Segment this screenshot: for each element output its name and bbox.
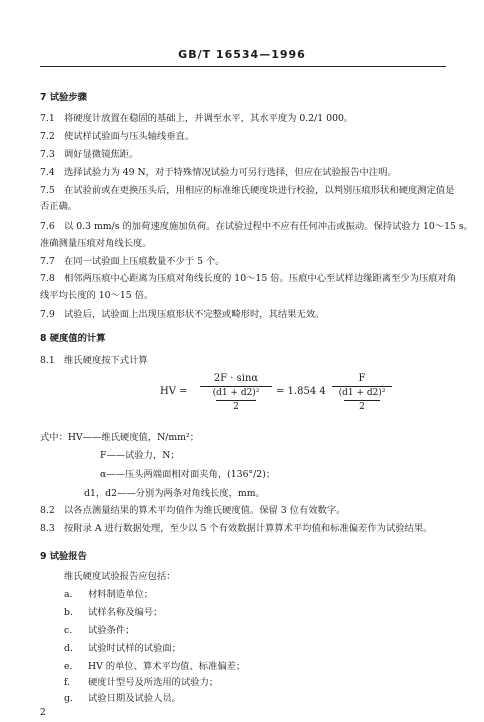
item-text: 试验时试样的试验面； — [88, 643, 181, 654]
formula-numerator-2: F — [358, 373, 366, 384]
where-d — [84, 488, 265, 500]
report-item-c — [64, 625, 135, 637]
formula-numerator-1: 2F · sinα — [213, 373, 259, 384]
item-text: 相邻两压痕中心距离为压痕对角线长度的 10～15 倍。压痕中心至试样边缘距离至少为压痕对角 — [64, 273, 457, 284]
item-number: 7.9 — [40, 309, 55, 320]
report-item-d — [64, 643, 181, 655]
item-number: 8.1 — [40, 355, 55, 366]
item-letter: c. — [64, 625, 73, 636]
item-text: 试验后，试验面上出现压痕形状不完整或畸形时，其结果无效。 — [64, 309, 325, 320]
item-7-9 — [40, 309, 324, 321]
where-text: 维氏硬度值，N/mm²； — [101, 432, 200, 443]
report-item-g — [64, 693, 181, 705]
report-item-e — [64, 661, 245, 673]
item-7-5 — [40, 185, 454, 197]
item-7-4 — [40, 167, 397, 179]
item-number: 7.5 — [40, 185, 55, 196]
section-7-title: 7 试验步骤 — [40, 92, 87, 103]
item-letter: e. — [64, 661, 73, 672]
item-text: 按附录 A 进行数据处理，至少以 5 个有效数据计算算术平均值和标准偏差作为试验结果。 — [64, 523, 433, 534]
report-item-f — [64, 677, 218, 689]
fraction-bar-1b — [216, 400, 256, 401]
where-symbol: d1，d2—— — [84, 488, 136, 499]
item-text: 以各点测量结果的算术平均值作为维氏硬度值。保留 3 位有效数字。 — [64, 505, 346, 516]
item-letter: a. — [64, 589, 73, 600]
item-7-5-cont — [40, 201, 77, 213]
where-text: 试验力，N； — [125, 450, 180, 461]
item-8-1 — [40, 355, 148, 367]
item-text: 试验日期及试验人员。 — [88, 693, 181, 704]
where-symbol: α—— — [100, 469, 125, 480]
item-number: 8.3 — [40, 523, 55, 534]
standard-code: GB/T 16534—1996 — [178, 48, 306, 61]
item-text: 将硬度计放置在稳固的基础上，并调至水平，其水平度为 0.2/1 000。 — [64, 113, 354, 124]
item-text: 维氏硬度按下式计算 — [64, 355, 148, 366]
item-number: 7.6 — [40, 221, 55, 232]
item-7-8-cont — [40, 290, 153, 302]
where-text: 压头两端面相对面夹角，(136°/2)； — [124, 469, 276, 480]
where-symbol: F—— — [100, 450, 126, 461]
item-7-2 — [40, 131, 194, 143]
item-number: 7.7 — [40, 256, 55, 267]
item-text: 选择试验力为 49 N，对于特殊情况试验力可另行选择，但应在试验报告中注明。 — [64, 167, 397, 178]
item-number: 7.1 — [40, 113, 55, 124]
item-text: 使试样试验面与压头轴线垂直。 — [64, 131, 195, 142]
formula-constant: = 1.854 4 — [276, 386, 326, 397]
item-text: 试样名称及编号； — [88, 607, 163, 618]
item-number: 7.8 — [40, 273, 55, 284]
where-f — [100, 450, 180, 462]
formula-denominator-2: (d1 + d2)² — [338, 388, 386, 398]
item-text: 硬度计型号及所选用的试验力； — [88, 677, 219, 688]
item-text: 否正确。 — [40, 201, 78, 212]
item-7-7 — [40, 256, 225, 268]
item-letter: f. — [64, 677, 71, 688]
section-8-title: 8 硬度值的计算 — [40, 333, 106, 344]
item-letter: d. — [64, 643, 73, 654]
item-7-8 — [40, 273, 456, 285]
item-text: 准确测量压痕对角线长度。 — [40, 238, 152, 249]
page-number: 2 — [40, 708, 46, 718]
item-7-6 — [40, 221, 473, 233]
item-7-3 — [40, 149, 138, 161]
item-number: 7.4 — [40, 167, 55, 178]
report-intro: 维氏硬度试验报告应包括： — [64, 571, 176, 582]
item-text: 在同一试验面上压痕数量不少于 5 个。 — [64, 256, 225, 267]
formula-denominator-2-half: 2 — [359, 402, 365, 412]
item-7-1 — [40, 113, 353, 125]
item-number: 7.2 — [40, 131, 55, 142]
where-symbol: 式中：HV—— — [40, 432, 102, 443]
item-text: 材料制造单位； — [88, 589, 154, 600]
where-text: 分别为两条对角线长度，mm。 — [135, 488, 265, 499]
report-item-b — [64, 607, 162, 619]
item-text: 试验条件； — [88, 625, 135, 636]
item-text: 以 0.3 mm/s 的加荷速度施加负荷。在试验过程中不应有任何冲击或振动。保持试验力 10～15 s。 — [64, 221, 473, 232]
item-8-2 — [40, 505, 345, 517]
formula-denominator-1: (d1 + d2)² — [212, 388, 260, 398]
fraction-bar-2b — [344, 400, 380, 401]
formula-denominator-1-half: 2 — [233, 402, 239, 412]
item-8-3 — [40, 523, 432, 535]
section-9-title: 9 试验报告 — [40, 551, 87, 562]
item-number: 7.3 — [40, 149, 55, 160]
item-7-6-cont — [40, 238, 152, 250]
hv-formula — [160, 372, 390, 416]
header-rule — [40, 66, 446, 67]
where-hv — [40, 432, 199, 444]
item-text: HV 的单位、算术平均值、标准偏差； — [88, 661, 246, 672]
item-text: 在试验前或在更换压头后，用相应的标准维氏硬度块进行校验，以判别压痕形状和硬度测定值是 — [64, 185, 455, 196]
formula-lhs: HV = — [160, 386, 188, 397]
item-number: 8.2 — [40, 505, 55, 516]
item-letter: b. — [64, 607, 73, 618]
item-letter: g. — [64, 693, 73, 704]
fraction-bar-1 — [200, 386, 272, 387]
where-alpha — [100, 469, 275, 481]
item-text: 调好显微镜焦距。 — [64, 149, 139, 160]
item-text: 线平均长度的 10～15 倍。 — [40, 290, 154, 301]
fraction-bar-2 — [332, 386, 392, 387]
report-item-a — [64, 589, 153, 601]
